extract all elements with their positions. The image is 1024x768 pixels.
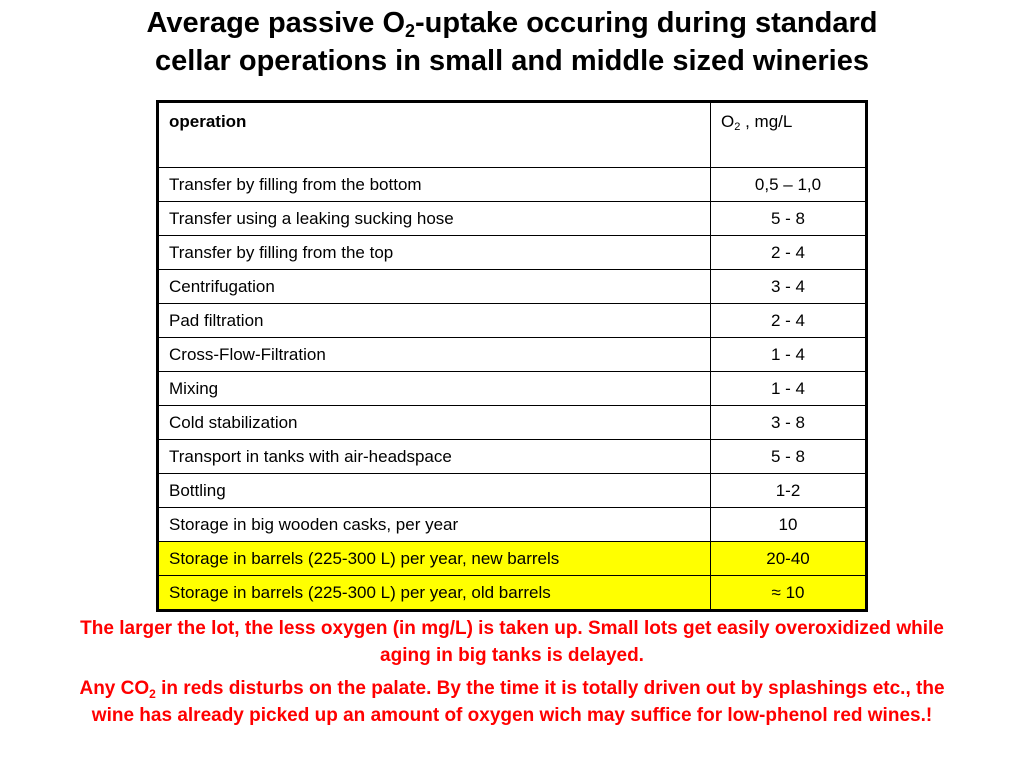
table-row-highlighted bbox=[158, 542, 867, 576]
value-cell: 5 - 8 bbox=[711, 202, 867, 236]
value-cell: 20-40 bbox=[711, 542, 867, 576]
note-co2: Any $CO_2$ in reds disturbs on the palate. By the time it is totally driven out by splashings etc., the wine has already picked up an amount of oxygen wich may suffice for low-phenol red wines.! bbox=[79, 678, 945, 726]
value-cell: 1-2 bbox=[711, 474, 867, 508]
value-cell: 10 bbox=[711, 508, 867, 542]
table-row bbox=[158, 508, 867, 542]
table-row bbox=[158, 202, 867, 236]
value-cell: 1 - 4 bbox=[711, 338, 867, 372]
value-cell: 3 - 8 bbox=[711, 406, 867, 440]
table-row bbox=[158, 168, 867, 202]
table-header-row bbox=[158, 102, 867, 168]
operations-table bbox=[156, 100, 868, 612]
title-text-b: -uptake occuring during standard bbox=[415, 7, 878, 39]
operation-cell: Transfer using a leaking sucking hose bbox=[158, 202, 711, 236]
title-subscript: 2 bbox=[405, 21, 416, 41]
header-value: $O_2$ , mg/L bbox=[711, 102, 867, 168]
operation-cell: Cold stabilization bbox=[158, 406, 711, 440]
operation-cell: Transfer by filling from the top bbox=[158, 236, 711, 270]
table-row bbox=[158, 236, 867, 270]
table-row bbox=[158, 270, 867, 304]
operation-cell: Storage in barrels (225-300 L) per year, old barrels bbox=[158, 576, 711, 611]
title-text-a: Average passive O bbox=[146, 7, 405, 39]
operation-cell: Storage in barrels (225-300 L) per year, new barrels bbox=[158, 542, 711, 576]
table-row bbox=[158, 338, 867, 372]
table-row-highlighted bbox=[158, 576, 867, 611]
operation-cell: Mixing bbox=[158, 372, 711, 406]
operation-cell: Storage in big wooden casks, per year bbox=[158, 508, 711, 542]
value-cell: 2 - 4 bbox=[711, 304, 867, 338]
value-cell: 3 - 4 bbox=[711, 270, 867, 304]
table-row bbox=[158, 406, 867, 440]
operation-cell: Transfer by filling from the bottom bbox=[158, 168, 711, 202]
header-operation: operation bbox=[158, 102, 711, 168]
title-line-1 bbox=[0, 4, 1024, 42]
value-cell: 1 - 4 bbox=[711, 372, 867, 406]
footnotes bbox=[60, 615, 964, 735]
page-title bbox=[0, 4, 1024, 80]
note-lot-size: The larger the lot, the less oxygen (in mg/L) is taken up. Small lots get easily overoxidized while aging in big tanks is delayed. bbox=[80, 618, 944, 666]
title-line-2: cellar operations in small and middle sized wineries bbox=[155, 45, 869, 77]
value-cell: 5 - 8 bbox=[711, 440, 867, 474]
operation-cell: Pad filtration bbox=[158, 304, 711, 338]
value-cell: 0,5 – 1,0 bbox=[711, 168, 867, 202]
operation-cell: Transport in tanks with air-headspace bbox=[158, 440, 711, 474]
value-cell: ≈ 10 bbox=[711, 576, 867, 611]
table-row bbox=[158, 474, 867, 508]
table-row bbox=[158, 440, 867, 474]
table-row bbox=[158, 304, 867, 338]
operation-cell: Centrifugation bbox=[158, 270, 711, 304]
value-cell: 2 - 4 bbox=[711, 236, 867, 270]
operation-cell: Bottling bbox=[158, 474, 711, 508]
operation-cell: Cross-Flow-Filtration bbox=[158, 338, 711, 372]
table-row bbox=[158, 372, 867, 406]
